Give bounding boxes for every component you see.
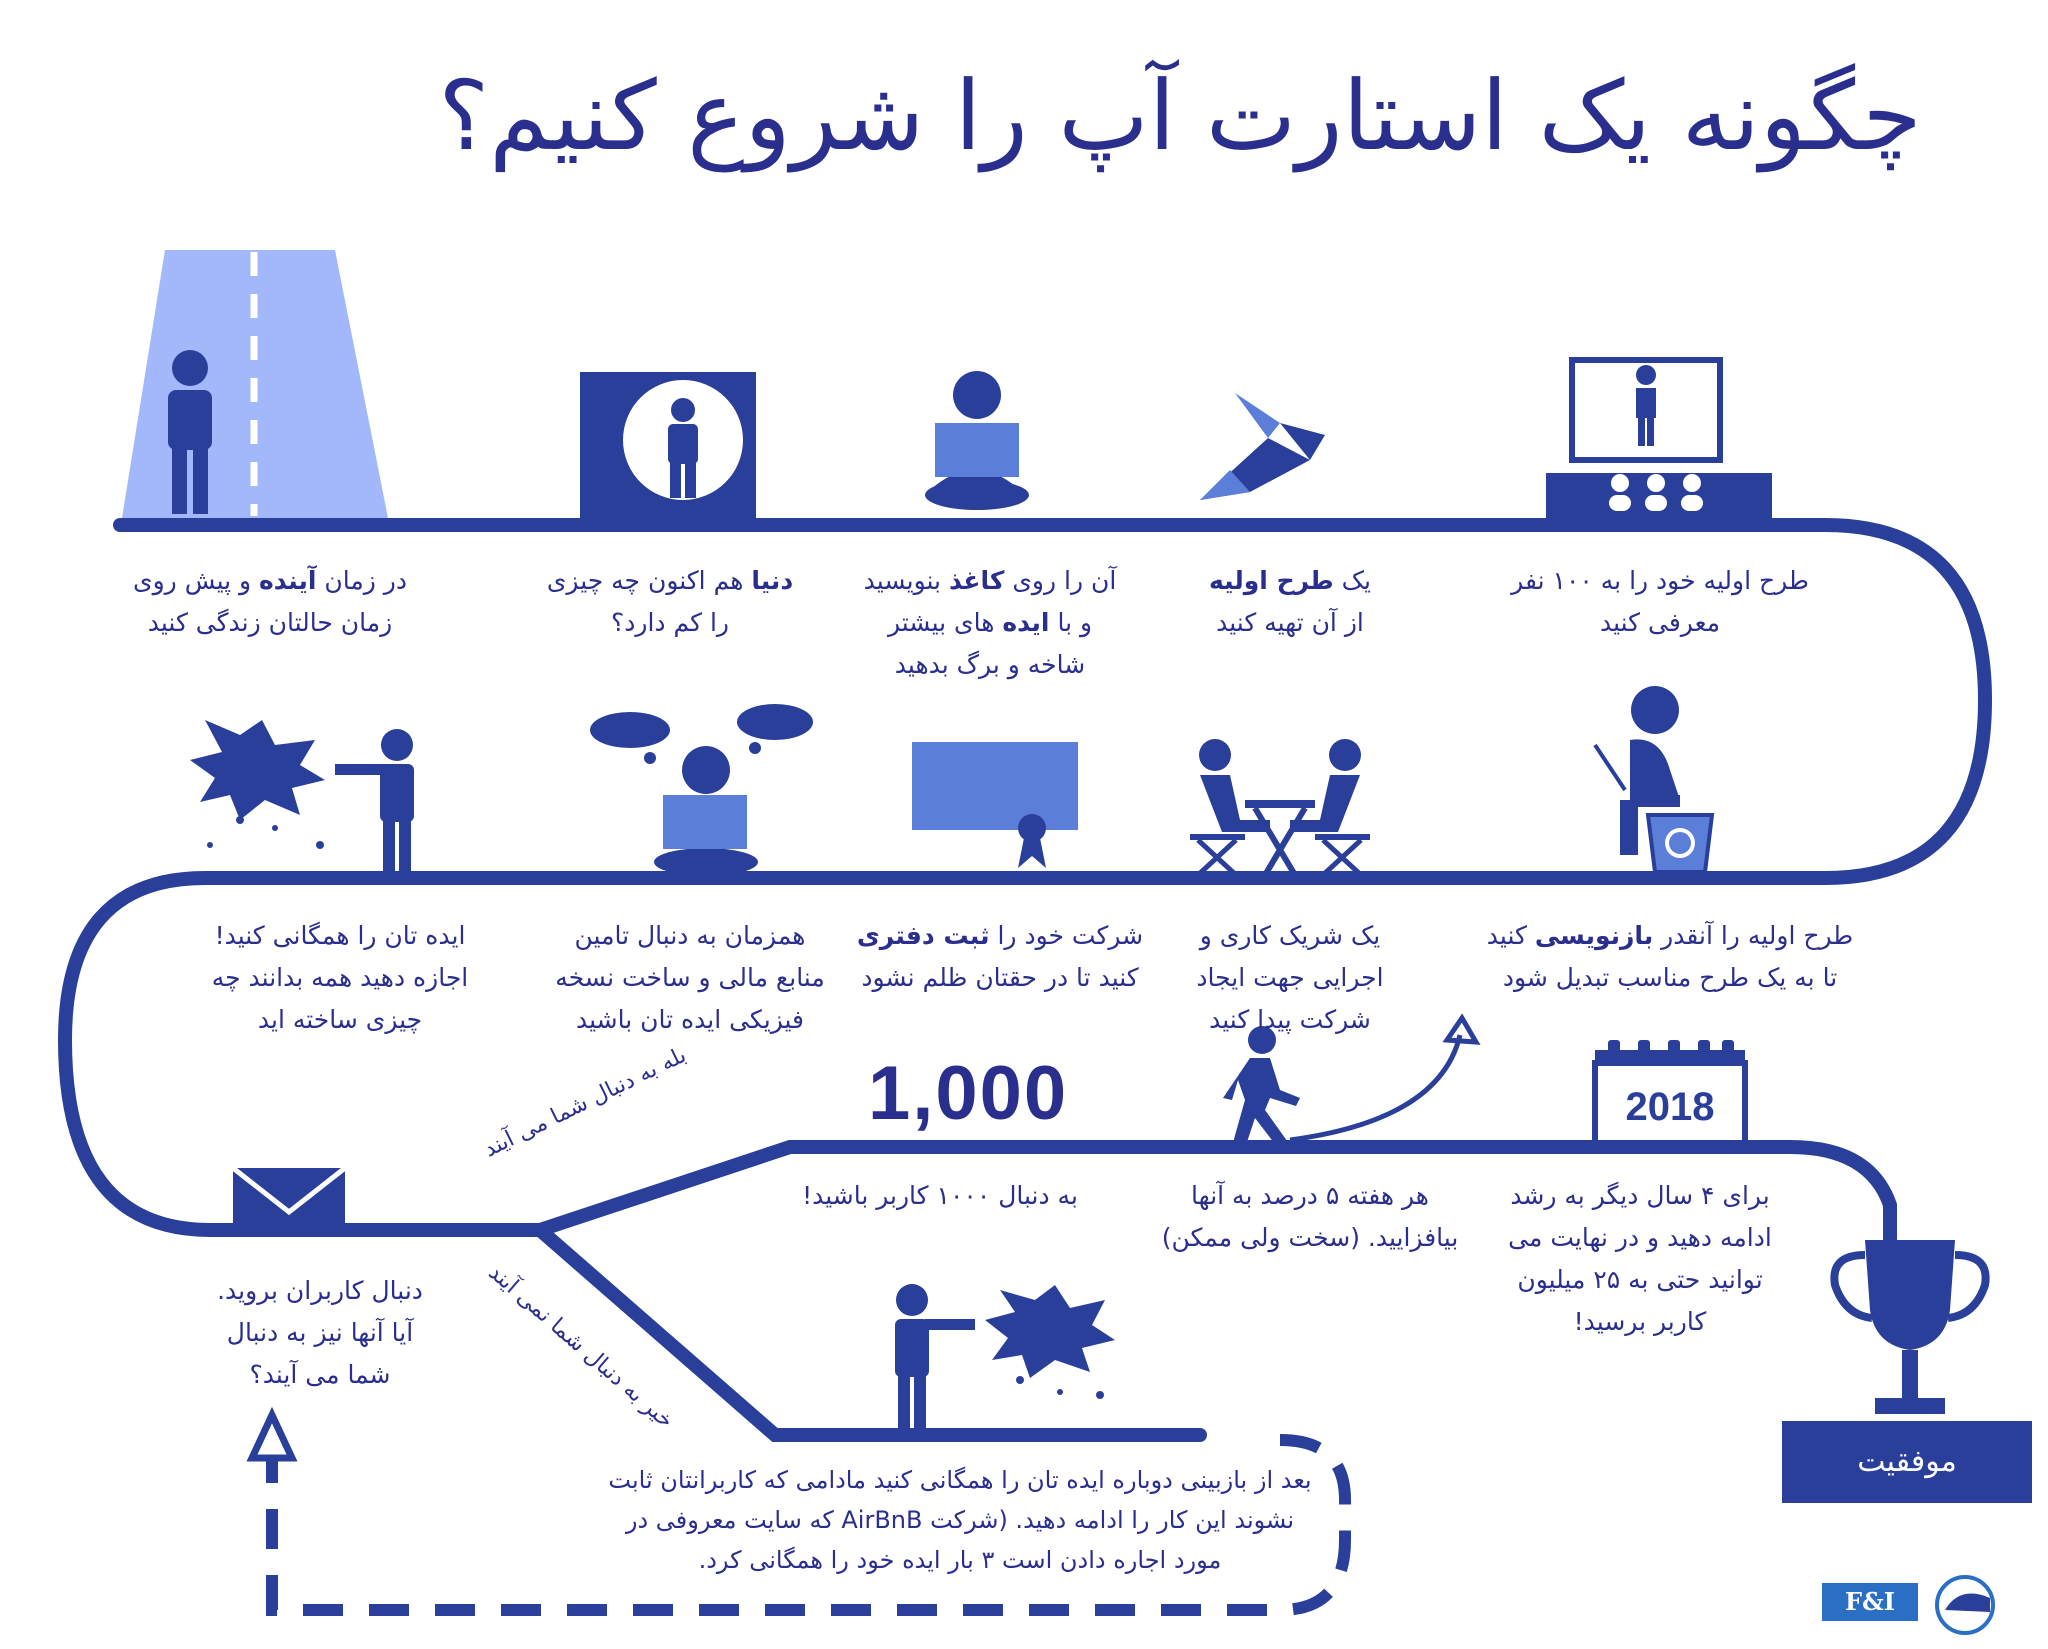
explosion-person-icon <box>190 720 414 874</box>
step-6-text: طرح اولیه را آنقدر بازنویسی کنید تا به یک طرح مناسب تبدیل شود <box>1486 921 1854 992</box>
certificate-icon <box>912 742 1078 868</box>
step-4-text: یک طرح اولیه از آن تهیه کنید <box>1209 566 1371 637</box>
step-1-text: در زمان آینده و پیش روی زمان حالتان زندگی کنید <box>133 566 407 637</box>
thinking-person-icon <box>590 704 813 876</box>
step-15-text: بعد از بازبینی دوباره ایده تان را همگانی کنید مادامی که کاربرانتان ثابت نشوند این کار را ادامه دهید. (شرکت AirBnB که سایت معروفی در مورد اجاره دادن است ۳ بار ایده خود را همگانی کرد. <box>608 1466 1312 1574</box>
origami-bird-icon <box>1200 393 1325 500</box>
step-3-text: آن را روی کاغذ بنویسید و با ایده های بیشتر شاخه و برگ بدهید <box>863 566 1117 679</box>
step-7-text: یک شریک کاری و اجرایی جهت ایجاد شرکت پیدا کنید <box>1196 921 1384 1034</box>
step-8-text: شرکت خود را ثبت دفتری کنید تا در حقتان ظلم نشود <box>856 921 1144 992</box>
step-10-text: ایده تان را همگانی کنید! اجازه دهید همه بدانند چه چیزی ساخته اید <box>211 921 469 1034</box>
page-title: چگونه یک استارت آپ را شروع کنیم؟ <box>438 60 1922 172</box>
branch-no-label: خیر به دنبال شما نمی آیند <box>483 1260 679 1434</box>
logo-text: F&I <box>1845 1587 1895 1616</box>
road-icon <box>122 250 388 518</box>
partners-table-icon <box>1190 739 1370 875</box>
framed-person-icon <box>580 372 756 518</box>
laptop-person-icon <box>925 371 1029 510</box>
envelope-icon <box>233 1168 345 1234</box>
explosion-person-icon-2 <box>895 1284 1115 1429</box>
trophy-icon <box>1834 1240 1985 1414</box>
recycle-person-icon <box>1595 686 1712 872</box>
step-2-text: دنیا هم اکنون چه چیزی را کم دارد؟ <box>546 566 794 637</box>
step-11-text: دنبال کاربران بروید. آیا آنها نیز به دنبال شما می آیند؟ <box>217 1276 423 1389</box>
step-13-text: هر هفته ۵ درصد به آنها بیافزایید. (سخت ولی ممکن) <box>1161 1181 1459 1252</box>
up-arrow-icon <box>252 1415 292 1458</box>
calendar-year: 2018 <box>1625 1085 1715 1129</box>
thousand-number: 1,000 <box>868 1051 1069 1136</box>
success-badge: موفقیت <box>1782 1421 2032 1503</box>
step-12-text: به دنبال ۱۰۰۰ کاربر باشید! <box>802 1181 1078 1210</box>
step-9-text: همزمان به دنبال تامین منابع مالی و ساخت نسخه فیزیکی ایده تان باشید <box>555 921 825 1034</box>
branch-yes-label: بله به دنبال شما می آیند <box>480 1042 691 1163</box>
step-14-text: برای ۴ سال دیگر به رشد ادامه دهید و در نهایت می توانید حتی به ۲۵ میلیون کاربر برسید! <box>1508 1181 1772 1336</box>
step-5-text: طرح اولیه خود را به ۱۰۰ نفر معرفی کنید <box>1511 566 1809 637</box>
presentation-icon <box>1546 360 1772 518</box>
